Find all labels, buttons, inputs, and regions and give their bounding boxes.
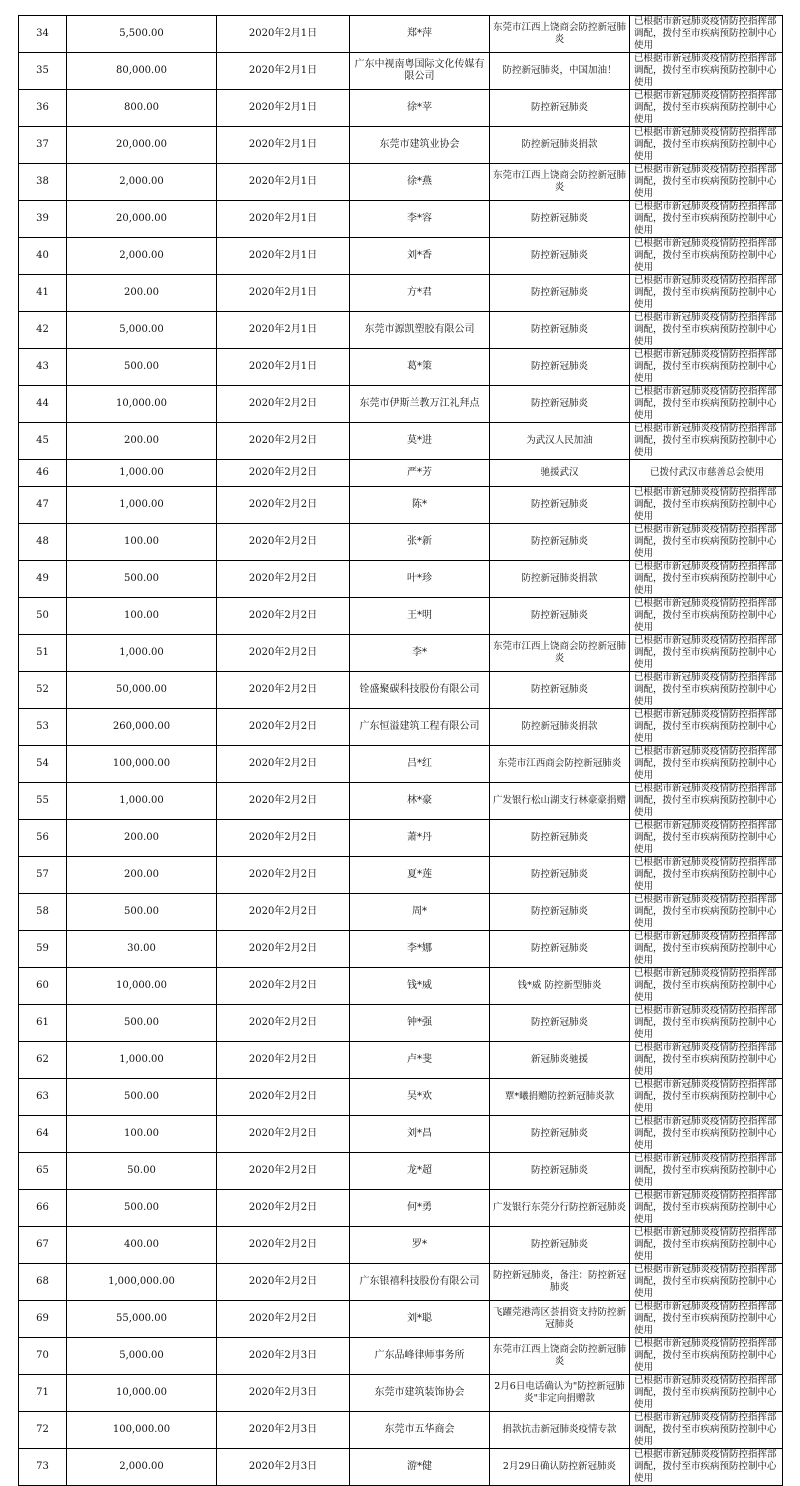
amount-cell: 100,000.00 [67,1412,217,1449]
fund-usage-cell: 已根据市新冠肺炎疫情防控指挥部调配，拨付至市疾病预防控制中心使用 [630,1449,783,1486]
amount-cell: 500.00 [67,1190,217,1227]
donor-cell: 刘*昌 [350,1116,490,1153]
donor-cell: 吴*欢 [350,1079,490,1116]
date-cell: 2020年2月2日 [217,1005,350,1042]
table-row [19,1227,783,1264]
date-cell: 2020年2月1日 [217,201,350,238]
table-row [19,53,783,90]
amount-cell: 1,000.00 [67,460,217,487]
table-row [19,1116,783,1153]
donor-cell: 刘*聪 [350,1301,490,1338]
fund-usage-cell: 已根据市新冠肺炎疫情防控指挥部调配，拨付至市疾病预防控制中心使用 [630,164,783,201]
fund-usage-cell: 已根据市新冠肺炎疫情防控指挥部调配，拨付至市疾病预防控制中心使用 [630,1227,783,1264]
donor-cell: 徐*燕 [350,164,490,201]
fund-usage-cell: 已根据市新冠肺炎疫情防控指挥部调配，拨付至市疾病预防控制中心使用 [630,312,783,349]
row-number-cell: 45 [19,423,67,460]
table-row [19,1301,783,1338]
donor-cell: 严*芳 [350,460,490,487]
donation-table [18,15,783,1486]
date-cell: 2020年2月2日 [217,672,350,709]
donor-cell: 东莞市伊斯兰教万江礼拜点 [350,386,490,423]
purpose-note-cell: 防控新冠肺炎 [490,524,630,561]
donor-cell: 吕*红 [350,746,490,783]
fund-usage-cell: 已根据市新冠肺炎疫情防控指挥部调配，拨付至市疾病预防控制中心使用 [630,968,783,1005]
purpose-note-cell: 飞躍莞港湾区荟捐资支持防控新冠肺炎 [490,1301,630,1338]
fund-usage-cell: 已根据市新冠肺炎疫情防控指挥部调配，拨付至市疾病预防控制中心使用 [630,931,783,968]
date-cell: 2020年2月3日 [217,1412,350,1449]
donor-cell: 广东银禧科技股份有限公司 [350,1264,490,1301]
row-number-cell: 42 [19,312,67,349]
fund-usage-cell: 已根据市新冠肺炎疫情防控指挥部调配，拨付至市疾病预防控制中心使用 [630,746,783,783]
purpose-note-cell: 广发银行东莞分行防控新冠肺炎 [490,1190,630,1227]
table-row [19,1190,783,1227]
donor-cell: 何*勇 [350,1190,490,1227]
fund-usage-cell: 已根据市新冠肺炎疫情防控指挥部调配，拨付至市疾病预防控制中心使用 [630,386,783,423]
donor-cell: 广东品峰律师事务所 [350,1338,490,1375]
purpose-note-cell: 防控新冠肺炎 [490,1116,630,1153]
donor-cell: 夏*莲 [350,857,490,894]
donor-cell: 李*娜 [350,931,490,968]
amount-cell: 1,000.00 [67,1042,217,1079]
purpose-note-cell: 防控新冠肺炎，中国加油！ [490,53,630,90]
date-cell: 2020年2月2日 [217,1264,350,1301]
donor-cell: 葛*策 [350,349,490,386]
donor-cell: 萧*丹 [350,820,490,857]
fund-usage-cell: 已根据市新冠肺炎疫情防控指挥部调配，拨付至市疾病预防控制中心使用 [630,423,783,460]
date-cell: 2020年2月2日 [217,524,350,561]
purpose-note-cell: 防控新冠肺炎 [490,349,630,386]
fund-usage-cell: 已拨付武汉市慈善总会使用 [630,460,783,487]
fund-usage-cell: 已根据市新冠肺炎疫情防控指挥部调配，拨付至市疾病预防控制中心使用 [630,1301,783,1338]
table-row [19,312,783,349]
amount-cell: 500.00 [67,561,217,598]
row-number-cell: 50 [19,598,67,635]
fund-usage-cell: 已根据市新冠肺炎疫情防控指挥部调配，拨付至市疾病预防控制中心使用 [630,598,783,635]
row-number-cell: 53 [19,709,67,746]
date-cell: 2020年2月3日 [217,1375,350,1412]
row-number-cell: 49 [19,561,67,598]
row-number-cell: 51 [19,635,67,672]
table-row [19,1375,783,1412]
row-number-cell: 72 [19,1412,67,1449]
donor-cell: 李* [350,635,490,672]
date-cell: 2020年2月2日 [217,1227,350,1264]
fund-usage-cell: 已根据市新冠肺炎疫情防控指挥部调配，拨付至市疾病预防控制中心使用 [630,894,783,931]
table-row [19,746,783,783]
donor-cell: 东莞市建筑业协会 [350,127,490,164]
date-cell: 2020年2月2日 [217,857,350,894]
date-cell: 2020年2月1日 [217,349,350,386]
fund-usage-cell: 已根据市新冠肺炎疫情防控指挥部调配，拨付至市疾病预防控制中心使用 [630,16,783,53]
purpose-note-cell: 防控新冠肺炎 [490,487,630,524]
row-number-cell: 52 [19,672,67,709]
row-number-cell: 69 [19,1301,67,1338]
table-row [19,275,783,312]
table-row [19,201,783,238]
donor-cell: 钟*强 [350,1005,490,1042]
row-number-cell: 36 [19,90,67,127]
purpose-note-cell: 防控新冠肺炎捐款 [490,127,630,164]
table-row [19,857,783,894]
table-row [19,1412,783,1449]
table-row [19,672,783,709]
date-cell: 2020年2月2日 [217,968,350,1005]
row-number-cell: 35 [19,53,67,90]
purpose-note-cell: 2月29日确认防控新冠肺炎 [490,1449,630,1486]
amount-cell: 50,000.00 [67,672,217,709]
donor-cell: 东莞市五华商会 [350,1412,490,1449]
table-row [19,635,783,672]
donor-cell: 张*新 [350,524,490,561]
fund-usage-cell: 已根据市新冠肺炎疫情防控指挥部调配，拨付至市疾病预防控制中心使用 [630,275,783,312]
table-row [19,1338,783,1375]
table-row [19,349,783,386]
date-cell: 2020年2月3日 [217,1338,350,1375]
purpose-note-cell: 驰援武汉 [490,460,630,487]
table-row [19,1005,783,1042]
donor-cell: 徐*苹 [350,90,490,127]
donor-cell: 铨盛聚碳科技股份有限公司 [350,672,490,709]
fund-usage-cell: 已根据市新冠肺炎疫情防控指挥部调配，拨付至市疾病预防控制中心使用 [630,561,783,598]
date-cell: 2020年2月2日 [217,386,350,423]
table-row [19,598,783,635]
date-cell: 2020年2月2日 [217,1301,350,1338]
amount-cell: 100.00 [67,598,217,635]
purpose-note-cell: 新冠肺炎驰援 [490,1042,630,1079]
row-number-cell: 58 [19,894,67,931]
donor-cell: 李*容 [350,201,490,238]
table-row [19,90,783,127]
purpose-note-cell: 东莞市江西上饶商会防控新冠肺炎 [490,635,630,672]
row-number-cell: 55 [19,783,67,820]
amount-cell: 30.00 [67,931,217,968]
donor-cell: 东莞市建筑装饰协会 [350,1375,490,1412]
donor-cell: 周* [350,894,490,931]
amount-cell: 100.00 [67,1116,217,1153]
date-cell: 2020年2月1日 [217,275,350,312]
fund-usage-cell: 已根据市新冠肺炎疫情防控指挥部调配，拨付至市疾病预防控制中心使用 [630,524,783,561]
date-cell: 2020年2月2日 [217,423,350,460]
purpose-note-cell: 广发银行松山湖支行林豪豪捐赠 [490,783,630,820]
donor-cell: 广东中视南粤国际文化传媒有限公司 [350,53,490,90]
table-row [19,460,783,487]
donor-cell: 龙*超 [350,1153,490,1190]
table-row [19,894,783,931]
fund-usage-cell: 已根据市新冠肺炎疫情防控指挥部调配，拨付至市疾病预防控制中心使用 [630,1338,783,1375]
date-cell: 2020年2月2日 [217,460,350,487]
fund-usage-cell: 已根据市新冠肺炎疫情防控指挥部调配，拨付至市疾病预防控制中心使用 [630,1005,783,1042]
purpose-note-cell: 防控新冠肺炎 [490,820,630,857]
fund-usage-cell: 已根据市新冠肺炎疫情防控指挥部调配，拨付至市疾病预防控制中心使用 [630,90,783,127]
row-number-cell: 64 [19,1116,67,1153]
fund-usage-cell: 已根据市新冠肺炎疫情防控指挥部调配，拨付至市疾病预防控制中心使用 [630,53,783,90]
purpose-note-cell: 防控新冠肺炎 [490,386,630,423]
table-row [19,16,783,53]
amount-cell: 1,000.00 [67,487,217,524]
amount-cell: 5,000.00 [67,312,217,349]
date-cell: 2020年2月2日 [217,820,350,857]
date-cell: 2020年2月2日 [217,894,350,931]
purpose-note-cell: 防控新冠肺炎 [490,598,630,635]
row-number-cell: 54 [19,746,67,783]
purpose-note-cell: 防控新冠肺炎捐款 [490,709,630,746]
table-row [19,931,783,968]
donor-cell: 陈* [350,487,490,524]
amount-cell: 400.00 [67,1227,217,1264]
date-cell: 2020年2月2日 [217,1116,350,1153]
purpose-note-cell: 防控新冠肺炎 [490,894,630,931]
row-number-cell: 66 [19,1190,67,1227]
row-number-cell: 41 [19,275,67,312]
date-cell: 2020年2月2日 [217,1079,350,1116]
date-cell: 2020年2月1日 [217,127,350,164]
fund-usage-cell: 已根据市新冠肺炎疫情防控指挥部调配，拨付至市疾病预防控制中心使用 [630,487,783,524]
amount-cell: 200.00 [67,423,217,460]
donation-sheet [18,15,782,1486]
fund-usage-cell: 已根据市新冠肺炎疫情防控指挥部调配，拨付至市疾病预防控制中心使用 [630,1190,783,1227]
row-number-cell: 44 [19,386,67,423]
fund-usage-cell: 已根据市新冠肺炎疫情防控指挥部调配，拨付至市疾病预防控制中心使用 [630,1264,783,1301]
purpose-note-cell: 2月6日电话确认为"防控新冠肺炎"非定向捐赠款 [490,1375,630,1412]
amount-cell: 1,000,000.00 [67,1264,217,1301]
fund-usage-cell: 已根据市新冠肺炎疫情防控指挥部调配，拨付至市疾病预防控制中心使用 [630,349,783,386]
purpose-note-cell: 防控新冠肺炎捐款 [490,561,630,598]
fund-usage-cell: 已根据市新冠肺炎疫情防控指挥部调配，拨付至市疾病预防控制中心使用 [630,857,783,894]
fund-usage-cell: 已根据市新冠肺炎疫情防控指挥部调配，拨付至市疾病预防控制中心使用 [630,783,783,820]
donor-cell: 郑*萍 [350,16,490,53]
amount-cell: 20,000.00 [67,127,217,164]
fund-usage-cell: 已根据市新冠肺炎疫情防控指挥部调配，拨付至市疾病预防控制中心使用 [630,238,783,275]
date-cell: 2020年2月2日 [217,1153,350,1190]
amount-cell: 800.00 [67,90,217,127]
amount-cell: 2,000.00 [67,1449,217,1486]
fund-usage-cell: 已根据市新冠肺炎疫情防控指挥部调配，拨付至市疾病预防控制中心使用 [630,127,783,164]
row-number-cell: 46 [19,460,67,487]
donor-cell: 东莞市源凯塑胶有限公司 [350,312,490,349]
date-cell: 2020年2月3日 [217,1449,350,1486]
table-row [19,1153,783,1190]
date-cell: 2020年2月1日 [217,53,350,90]
fund-usage-cell: 已根据市新冠肺炎疫情防控指挥部调配，拨付至市疾病预防控制中心使用 [630,1079,783,1116]
row-number-cell: 73 [19,1449,67,1486]
purpose-note-cell: 防控新冠肺炎 [490,672,630,709]
amount-cell: 1,000.00 [67,635,217,672]
row-number-cell: 43 [19,349,67,386]
donation-table-body [19,16,783,1486]
table-row [19,968,783,1005]
amount-cell: 260,000.00 [67,709,217,746]
amount-cell: 1,000.00 [67,783,217,820]
row-number-cell: 37 [19,127,67,164]
amount-cell: 10,000.00 [67,1375,217,1412]
amount-cell: 200.00 [67,820,217,857]
row-number-cell: 39 [19,201,67,238]
table-row [19,1079,783,1116]
row-number-cell: 40 [19,238,67,275]
purpose-note-cell: 防控新冠肺炎 [490,275,630,312]
fund-usage-cell: 已根据市新冠肺炎疫情防控指挥部调配，拨付至市疾病预防控制中心使用 [630,820,783,857]
purpose-note-cell: 防控新冠肺炎 [490,238,630,275]
amount-cell: 10,000.00 [67,386,217,423]
amount-cell: 5,500.00 [67,16,217,53]
amount-cell: 50.00 [67,1153,217,1190]
row-number-cell: 59 [19,931,67,968]
amount-cell: 200.00 [67,275,217,312]
donor-cell: 莫*进 [350,423,490,460]
row-number-cell: 62 [19,1042,67,1079]
table-row [19,709,783,746]
purpose-note-cell: 防控新冠肺炎 [490,201,630,238]
row-number-cell: 34 [19,16,67,53]
date-cell: 2020年2月2日 [217,709,350,746]
amount-cell: 10,000.00 [67,968,217,1005]
row-number-cell: 60 [19,968,67,1005]
purpose-note-cell: 防控新冠肺炎 [490,931,630,968]
table-row [19,1449,783,1486]
purpose-note-cell: 覃*曦捐赠防控新冠肺炎款 [490,1079,630,1116]
amount-cell: 80,000.00 [67,53,217,90]
purpose-note-cell: 防控新冠肺炎，备注：防控新冠肺炎 [490,1264,630,1301]
amount-cell: 500.00 [67,894,217,931]
date-cell: 2020年2月2日 [217,746,350,783]
amount-cell: 2,000.00 [67,164,217,201]
amount-cell: 5,000.00 [67,1338,217,1375]
amount-cell: 20,000.00 [67,201,217,238]
donor-cell: 方*君 [350,275,490,312]
purpose-note-cell: 东莞市江西上饶商会防控新冠肺炎 [490,164,630,201]
amount-cell: 500.00 [67,349,217,386]
date-cell: 2020年2月2日 [217,487,350,524]
table-row [19,238,783,275]
table-row [19,1264,783,1301]
table-row [19,561,783,598]
date-cell: 2020年2月2日 [217,598,350,635]
row-number-cell: 38 [19,164,67,201]
purpose-note-cell: 防控新冠肺炎 [490,1227,630,1264]
fund-usage-cell: 已根据市新冠肺炎疫情防控指挥部调配，拨付至市疾病预防控制中心使用 [630,1153,783,1190]
amount-cell: 500.00 [67,1079,217,1116]
date-cell: 2020年2月1日 [217,164,350,201]
purpose-note-cell: 东莞市江西上饶商会防控新冠肺炎 [490,16,630,53]
purpose-note-cell: 钱*威 防控新型肺炎 [490,968,630,1005]
date-cell: 2020年2月1日 [217,90,350,127]
fund-usage-cell: 已根据市新冠肺炎疫情防控指挥部调配，拨付至市疾病预防控制中心使用 [630,1042,783,1079]
purpose-note-cell: 防控新冠肺炎 [490,90,630,127]
date-cell: 2020年2月2日 [217,1190,350,1227]
table-row [19,820,783,857]
fund-usage-cell: 已根据市新冠肺炎疫情防控指挥部调配，拨付至市疾病预防控制中心使用 [630,709,783,746]
purpose-note-cell: 为武汉人民加油 [490,423,630,460]
amount-cell: 2,000.00 [67,238,217,275]
date-cell: 2020年2月2日 [217,931,350,968]
amount-cell: 100.00 [67,524,217,561]
fund-usage-cell: 已根据市新冠肺炎疫情防控指挥部调配，拨付至市疾病预防控制中心使用 [630,201,783,238]
date-cell: 2020年2月1日 [217,238,350,275]
purpose-note-cell: 捐款抗击新冠肺炎疫情专款 [490,1412,630,1449]
fund-usage-cell: 已根据市新冠肺炎疫情防控指挥部调配，拨付至市疾病预防控制中心使用 [630,635,783,672]
donor-cell: 王*明 [350,598,490,635]
amount-cell: 500.00 [67,1005,217,1042]
date-cell: 2020年2月1日 [217,312,350,349]
table-row [19,127,783,164]
table-row [19,524,783,561]
date-cell: 2020年2月2日 [217,635,350,672]
date-cell: 2020年2月2日 [217,1042,350,1079]
donor-cell: 卢*斐 [350,1042,490,1079]
row-number-cell: 47 [19,487,67,524]
table-row [19,423,783,460]
donor-cell: 刘*香 [350,238,490,275]
donor-cell: 叶*珍 [350,561,490,598]
date-cell: 2020年2月1日 [217,16,350,53]
row-number-cell: 68 [19,1264,67,1301]
table-row [19,487,783,524]
row-number-cell: 63 [19,1079,67,1116]
purpose-note-cell: 防控新冠肺炎 [490,857,630,894]
row-number-cell: 48 [19,524,67,561]
table-row [19,783,783,820]
table-row [19,386,783,423]
donor-cell: 罗* [350,1227,490,1264]
table-row [19,1042,783,1079]
row-number-cell: 70 [19,1338,67,1375]
donor-cell: 钱*威 [350,968,490,1005]
row-number-cell: 65 [19,1153,67,1190]
date-cell: 2020年2月2日 [217,561,350,598]
fund-usage-cell: 已根据市新冠肺炎疫情防控指挥部调配，拨付至市疾病预防控制中心使用 [630,1116,783,1153]
row-number-cell: 71 [19,1375,67,1412]
purpose-note-cell: 东莞市江西商会防控新冠肺炎 [490,746,630,783]
row-number-cell: 67 [19,1227,67,1264]
donor-cell: 游*健 [350,1449,490,1486]
amount-cell: 55,000.00 [67,1301,217,1338]
purpose-note-cell: 防控新冠肺炎 [490,1153,630,1190]
amount-cell: 100,000.00 [67,746,217,783]
fund-usage-cell: 已根据市新冠肺炎疫情防控指挥部调配，拨付至市疾病预防控制中心使用 [630,672,783,709]
row-number-cell: 57 [19,857,67,894]
fund-usage-cell: 已根据市新冠肺炎疫情防控指挥部调配，拨付至市疾病预防控制中心使用 [630,1412,783,1449]
donor-cell: 林*豪 [350,783,490,820]
fund-usage-cell: 已根据市新冠肺炎疫情防控指挥部调配，拨付至市疾病预防控制中心使用 [630,1375,783,1412]
table-row [19,164,783,201]
row-number-cell: 56 [19,820,67,857]
date-cell: 2020年2月2日 [217,783,350,820]
amount-cell: 200.00 [67,857,217,894]
donor-cell: 广东恒溢建筑工程有限公司 [350,709,490,746]
row-number-cell: 61 [19,1005,67,1042]
purpose-note-cell: 防控新冠肺炎 [490,312,630,349]
purpose-note-cell: 东莞市江西上饶商会防控新冠肺炎 [490,1338,630,1375]
purpose-note-cell: 防控新冠肺炎 [490,1005,630,1042]
